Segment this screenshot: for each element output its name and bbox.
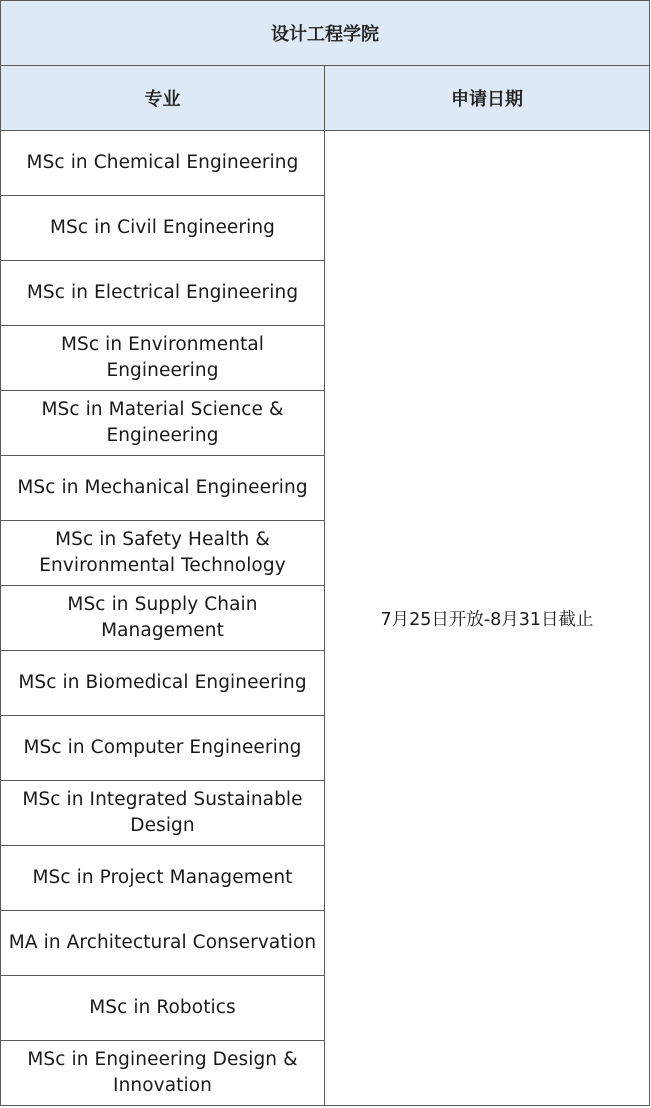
program-name: MSc in Engineering Design & Innovation	[1, 1041, 325, 1106]
program-name: MSc in Project Management	[1, 846, 325, 911]
header-row	[1, 66, 650, 131]
table-row	[1, 131, 650, 196]
program-name: MSc in Computer Engineering	[1, 716, 325, 781]
column-header-date: 申请日期	[325, 66, 650, 131]
program-name: MSc in Environmental Engineering	[1, 326, 325, 391]
program-name: MSc in Civil Engineering	[1, 196, 325, 261]
program-name: MSc in Material Science & Engineering	[1, 391, 325, 456]
title-row	[1, 1, 650, 66]
program-name: MSc in Robotics	[1, 976, 325, 1041]
program-name: MSc in Electrical Engineering	[1, 261, 325, 326]
program-name: MSc in Mechanical Engineering	[1, 456, 325, 521]
program-name: MSc in Chemical Engineering	[1, 131, 325, 196]
table-title: 设计工程学院	[1, 1, 650, 66]
program-name: MSc in Safety Health & Environmental Technology	[1, 521, 325, 586]
program-name: MSc in Biomedical Engineering	[1, 651, 325, 716]
program-name: MSc in Supply Chain Management	[1, 586, 325, 651]
column-header-program: 专业	[1, 66, 325, 131]
program-name: MSc in Integrated Sustainable Design	[1, 781, 325, 846]
application-period: 7月25日开放-8月31日截止	[325, 131, 650, 1106]
program-name: MA in Architectural Conservation	[1, 911, 325, 976]
